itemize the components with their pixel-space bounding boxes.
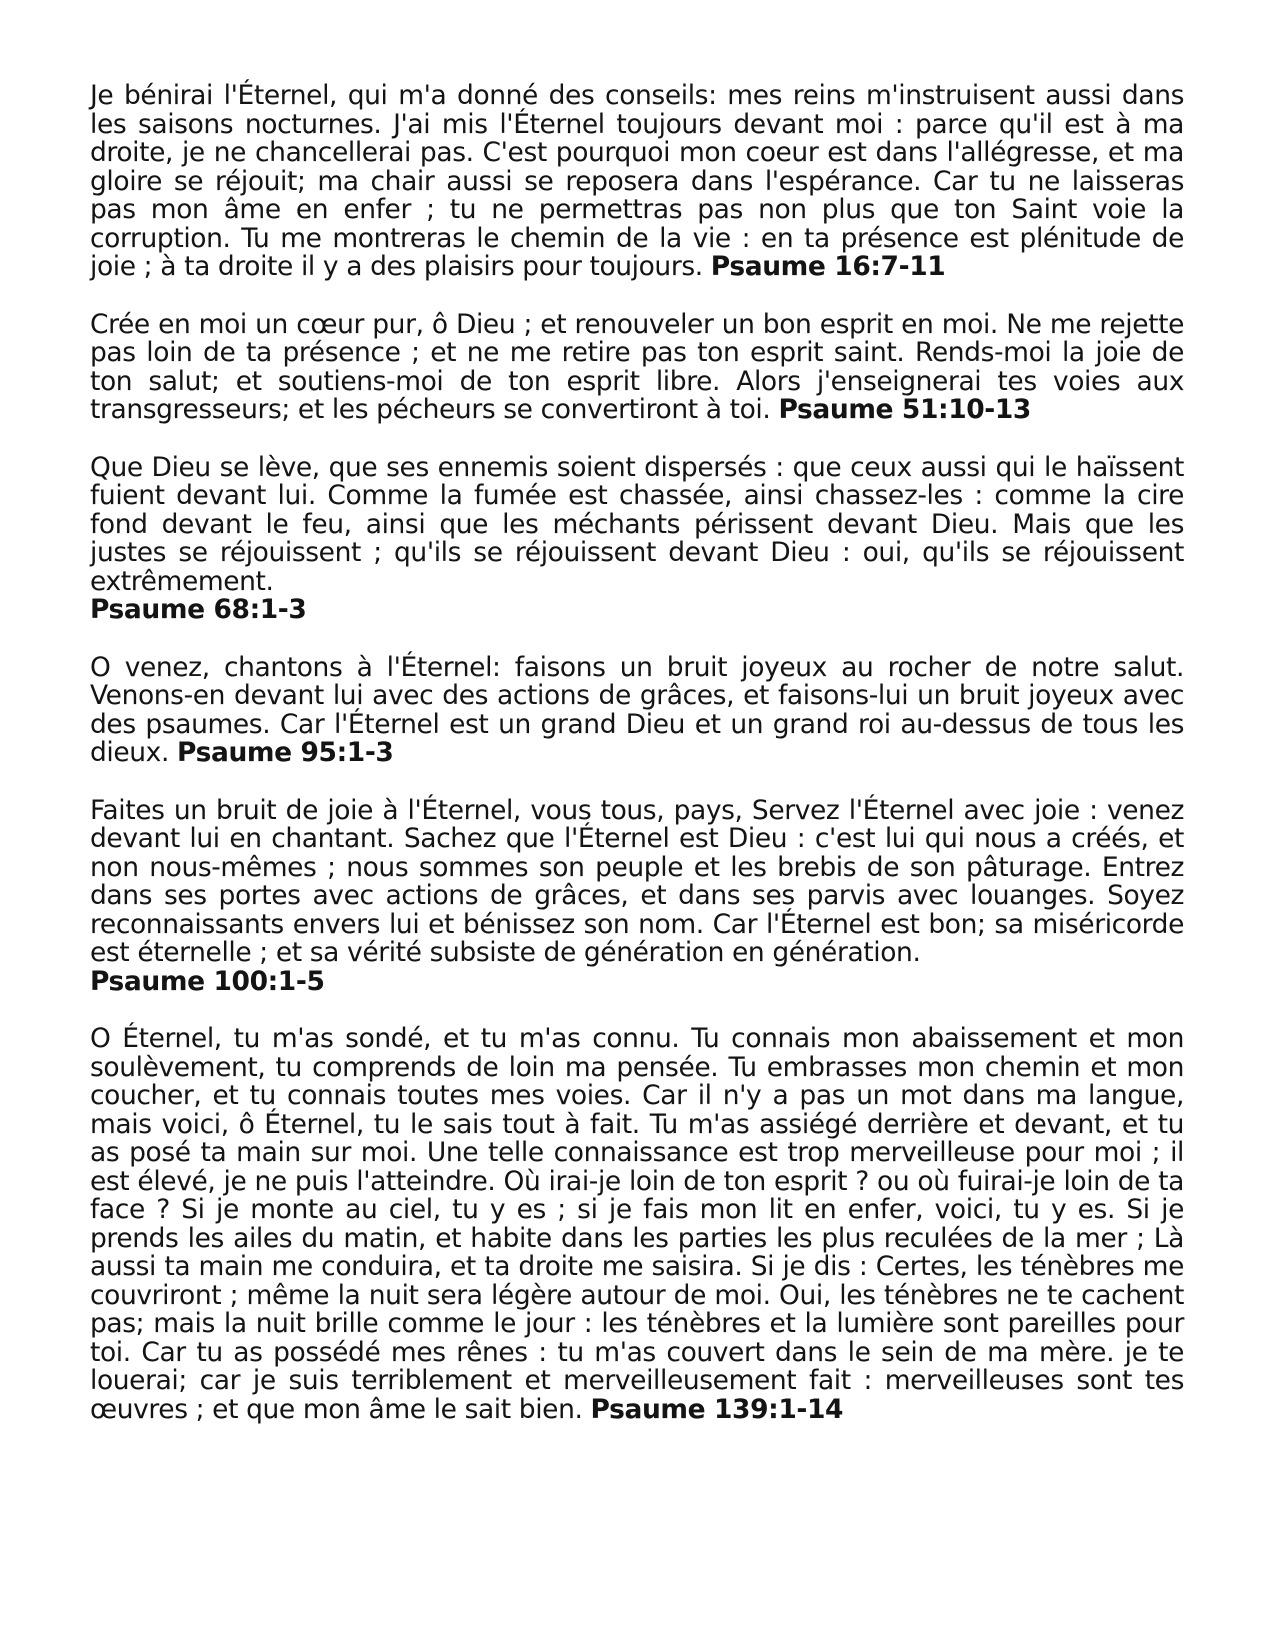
scripture-reference: Psaume 68:1-3 (90, 594, 307, 625)
passage-psaume-100 (90, 794, 1184, 997)
passage-text: Crée en moi un cœur pur, ô Dieu ; et renouveler un bon esprit en moi. Ne me rejette pas loin de ta présence ; et ne me retire pas ton esprit saint. Rends-moi la joie de ton salut; et soutiens-moi de ton esprit libre. Alors j'enseignerai tes voies aux transgresseurs; et les pécheurs se convertiront à toi. (90, 308, 1184, 425)
passage-text: O Éternel, tu m'as sondé, et tu m'as connu. Tu connais mon abaissement et mon soulèvement, tu comprends de loin ma pensée. Tu embrasses mon chemin et mon coucher, et tu connais toutes mes voies. Car il n'y a pas un mot dans ma langue, mais voici, ô Éternel, tu le sais tout à fait. Tu m'as assiégé derrière et devant, et tu as posé ta main sur moi. Une telle connaissance est trop merveilleuse pour moi ; il est élevé, je ne puis l'atteindre. Où irai-je loin de ton esprit ? ou où fuirai-je loin de ta face ? Si je monte au ciel, tu y es ; si je fais mon lit en enfer, voici, tu y es. Si je prends les ailes du matin, et habite dans les parties les plus reculées de la mer ; Là aussi ta main me conduira, et ta droite me saisira. Si je dis : Certes, les ténèbres me couvriront ; même la nuit sera légère autour de moi. Oui, les ténèbres ne te cachent pas; mais la nuit brille comme le jour : les ténèbres et la lumière sont pareilles pour toi. Car tu as possédé mes rênes : tu m'as couvert dans le sein de ma mère. je te louerai; car je suis terriblement et merveilleusement fait : merveilleuses sont tes œuvres ; et que mon âme le sait bien. (90, 1023, 1184, 1425)
passage-psaume-139 (90, 1025, 1184, 1424)
scripture-reference: Psaume 51:10-13 (778, 394, 1031, 425)
document-page (90, 82, 1184, 1453)
scripture-reference: Psaume 16:7-11 (710, 251, 946, 282)
passage-psaume-95 (90, 651, 1184, 768)
passage-psaume-16 (90, 82, 1184, 282)
passage-text: Faites un bruit de joie à l'Éternel, vous tous, pays, Servez l'Éternel avec joie : venez devant lui en chantant. Sachez que l'Éternel est Dieu : c'est lui qui nous a créés, et non nous-mêmes ; nous sommes son peuple et les brebis de son pâturage. Entrez dans ses portes avec actions de grâces, et dans ses parvis avec louanges. Soyez reconnaissants envers lui et bénissez son nom. Car l'Éternel est bon; sa miséricorde est éternelle ; et sa vérité subsiste de génération en génération. (90, 794, 1184, 968)
scripture-reference: Psaume 95:1-3 (177, 737, 394, 768)
passage-text: Que Dieu se lève, que ses ennemis soient dispersés : que ceux aussi qui le haïssent fuient devant lui. Comme la fumée est chassée, ainsi chassez-les : comme la cire fond devant le feu, ainsi que les méchants périssent devant Dieu. Mais que les justes se réjouissent ; qu'ils se réjouissent devant Dieu : oui, qu'ils se réjouissent extrêmement. (90, 451, 1184, 597)
passage-text: O venez, chantons à l'Éternel: faisons un bruit joyeux au rocher de notre salut. Venons-en devant lui avec des actions de grâces, et faisons-lui un bruit joyeux avec des psaumes. Car l'Éternel est un grand Dieu et un grand roi au-dessus de tous les dieux. (90, 651, 1184, 768)
scripture-reference: Psaume 100:1-5 (90, 965, 325, 997)
passage-psaume-68 (90, 451, 1184, 625)
passage-psaume-51 (90, 308, 1184, 425)
passage-text: Je bénirai l'Éternel, qui m'a donné des conseils: mes reins m'instruisent aussi dans les saisons nocturnes. J'ai mis l'Éternel toujours devant moi : parce qu'il est à ma droite, je ne chancellerai pas. C'est pourquoi mon coeur est dans l'allégresse, et ma gloire se réjouit; ma chair aussi se reposera dans l'espérance. Car tu ne laisseras pas mon âme en enfer ; tu ne permettras pas non plus que ton Saint voie la corruption. Tu me montreras le chemin de la vie : en ta présence est plénitude de joie ; à ta droite il y a des plaisirs pour toujours. (90, 80, 1184, 282)
scripture-reference: Psaume 139:1-14 (590, 1393, 844, 1425)
